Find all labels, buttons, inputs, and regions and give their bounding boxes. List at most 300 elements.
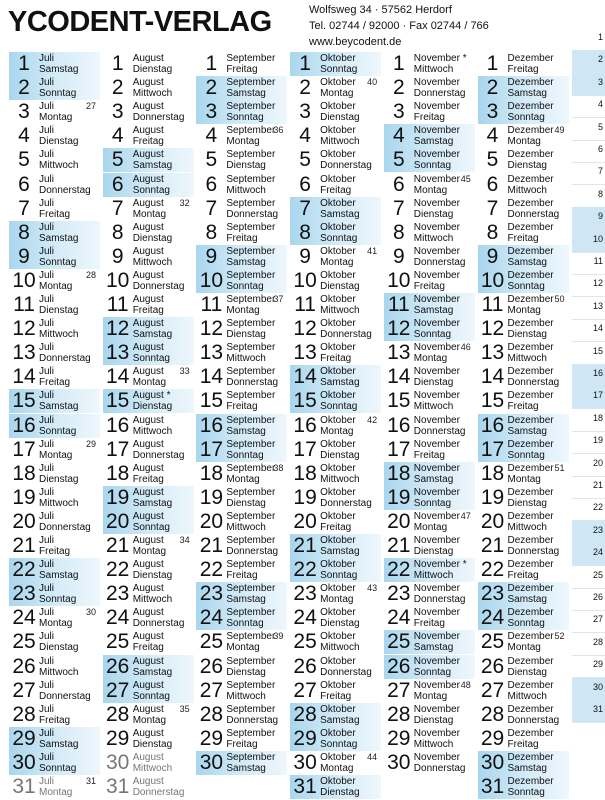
sidebar-day: [572, 230, 605, 253]
day-cell: [384, 727, 475, 751]
month-label: November: [413, 366, 460, 378]
day-cell: [290, 365, 381, 389]
weekday-label: Samstag: [226, 762, 266, 774]
day-number: 24: [387, 606, 411, 630]
day-cell: [478, 655, 569, 679]
day-number: 17: [106, 437, 130, 461]
weekday-label: Montag: [226, 136, 260, 148]
weekday-label: Donnerstag: [132, 280, 185, 292]
day-number: 20: [12, 509, 36, 533]
day-cell: [9, 510, 100, 534]
week-number: 36: [273, 125, 284, 136]
day-cell: [384, 245, 475, 269]
month-label: Dezember: [507, 655, 554, 667]
sidebar-day-number: 7: [597, 166, 603, 177]
weekday-label: Montag: [413, 353, 448, 365]
month-label: Dezember: [507, 607, 554, 619]
sidebar-day: [572, 700, 605, 723]
month-label: September: [226, 390, 276, 402]
day-number: 7: [486, 196, 499, 220]
day-number: 14: [293, 365, 317, 389]
weekday-label: Sonntag: [39, 762, 77, 774]
day-number: 30: [480, 750, 505, 774]
sidebar-day-number: 6: [597, 144, 603, 154]
weekday-label: Mittwoch: [413, 401, 454, 413]
month-label: Oktober: [320, 294, 356, 305]
month-label: Oktober: [320, 318, 356, 330]
weekday-label: Samstag: [507, 594, 547, 606]
sidebar-day-number: 24: [592, 547, 603, 558]
weekday-label: Montag: [413, 184, 448, 196]
month-label: Juli: [39, 77, 55, 89]
day-cell: [384, 558, 475, 582]
month-label: August: [132, 462, 164, 474]
month-label: Juli: [39, 269, 55, 281]
day-cell: [103, 486, 194, 510]
day-number: 27: [387, 678, 411, 702]
day-cell: [478, 245, 569, 269]
day-number: 13: [293, 341, 317, 365]
weekday-label: Montag: [413, 690, 448, 702]
day-number: 11: [294, 293, 316, 316]
day-number: 31: [293, 775, 317, 798]
month-label: November: [413, 342, 460, 354]
day-cell: [196, 703, 287, 727]
day-number: 11: [13, 293, 35, 316]
month-label: November: [413, 125, 460, 137]
sidebar-day: [572, 431, 605, 454]
week-number: 42: [367, 414, 378, 425]
day-cell: [478, 582, 569, 606]
day-cell: [9, 341, 100, 365]
month-label: Dezember: [507, 776, 554, 787]
weekday-label: Dienstag: [226, 329, 266, 341]
month-label: November *: [413, 559, 467, 571]
day-number: 1: [299, 52, 311, 75]
month-label: Dezember: [507, 173, 554, 185]
month-label: September: [226, 221, 276, 233]
weekday-label: Samstag: [132, 497, 173, 509]
day-cell: [384, 606, 475, 630]
day-number: 16: [480, 413, 505, 437]
month-label: Juli: [39, 125, 55, 137]
day-cell: [478, 52, 569, 76]
day-cell: [384, 148, 475, 172]
day-cell: [478, 462, 569, 486]
day-cell: [478, 751, 569, 775]
day-number: 6: [392, 172, 405, 196]
month-label: Dezember: [507, 583, 554, 595]
month-label: September: [226, 53, 276, 64]
day-number: 23: [293, 582, 317, 606]
weekday-label: Dienstag: [413, 546, 454, 557]
day-cell: [9, 582, 100, 606]
month-label: September: [226, 751, 276, 763]
day-cell: [478, 341, 569, 365]
day-cell: [9, 100, 100, 124]
month-label: Dezember: [507, 727, 554, 739]
day-number: 31: [12, 775, 36, 798]
weekday-label: Montag: [39, 449, 73, 461]
weekday-label: Sonntag: [413, 329, 452, 341]
day-number: 9: [299, 244, 311, 268]
month-label: November: [413, 197, 460, 209]
day-cell: [103, 124, 194, 148]
day-cell: [290, 269, 381, 293]
month-label: Oktober: [320, 53, 356, 64]
day-number: 10: [199, 268, 224, 292]
day-cell: [384, 197, 475, 221]
day-cell: [196, 245, 287, 269]
day-number: 18: [106, 461, 130, 485]
sidebar-day-number: 31: [592, 704, 603, 714]
weekday-label: Sonntag: [320, 64, 358, 75]
day-cell: [196, 606, 287, 630]
day-number: 2: [205, 76, 218, 100]
weekday-label: Freitag: [39, 714, 71, 726]
sidebar-day-number: 20: [592, 457, 603, 468]
week-number: 39: [273, 631, 284, 642]
day-cell: [384, 173, 475, 197]
weekday-label: Montag: [39, 787, 73, 798]
month-label: August: [132, 607, 164, 619]
week-number: 41: [367, 245, 378, 256]
day-cell: [384, 293, 475, 317]
day-number: 4: [205, 124, 218, 148]
day-number: 14: [387, 365, 411, 389]
day-cell: [103, 100, 194, 124]
day-cell: [290, 630, 381, 654]
weekday-label: Donnerstag: [226, 377, 279, 389]
sidebar-day: [572, 342, 605, 365]
day-number: 10: [293, 268, 317, 292]
month-label: August: [132, 559, 164, 571]
weekday-label: Donnerstag: [132, 449, 185, 461]
day-cell: [103, 414, 194, 438]
month-label: Juli: [39, 510, 55, 522]
day-number: 12: [293, 317, 317, 341]
day-number: 2: [392, 76, 405, 100]
weekday-label: Mittwoch: [39, 329, 79, 341]
day-number: 12: [199, 317, 224, 341]
day-number: 22: [293, 558, 317, 582]
month-label: November: [413, 390, 460, 402]
weekday-label: Dienstag: [320, 112, 360, 124]
weekday-label: Dienstag: [320, 618, 360, 630]
month-label: August: [132, 631, 164, 643]
day-number: 30: [106, 750, 130, 774]
weekday-label: Sonntag: [132, 521, 170, 533]
day-number: 1: [18, 52, 30, 75]
day-cell: [103, 727, 194, 751]
month-label: August: [132, 269, 164, 281]
day-cell: [384, 679, 475, 703]
day-number: 26: [387, 654, 411, 678]
day-cell: [103, 221, 194, 245]
day-number: 8: [18, 220, 30, 244]
day-cell: [290, 775, 381, 799]
day-cell: [9, 389, 100, 413]
publisher-phone: Tel. 02744 / 92000 · Fax 02744 / 766: [309, 20, 489, 32]
weekday-label: Sonntag: [226, 618, 264, 630]
day-number: 16: [199, 413, 224, 437]
day-number: 9: [392, 244, 405, 268]
day-cell: [9, 197, 100, 221]
day-cell: [9, 438, 100, 462]
weekday-label: Montag: [320, 256, 354, 268]
day-number: 9: [205, 244, 218, 268]
day-cell: [384, 52, 475, 76]
weekday-label: Sonntag: [507, 787, 545, 798]
weekday-label: Donnerstag: [39, 184, 91, 196]
day-number: 22: [480, 558, 505, 582]
weekday-label: Dienstag: [39, 136, 79, 148]
weekday-label: Samstag: [132, 329, 173, 341]
month-label: Dezember: [507, 510, 554, 522]
month-label: November: [413, 221, 460, 233]
weekday-label: Donnerstag: [413, 425, 466, 437]
month-label: September: [226, 438, 276, 450]
day-number: 18: [293, 461, 317, 485]
sidebar-day-number: 27: [592, 614, 603, 625]
week-number: 37: [273, 294, 284, 304]
month-label: September: [226, 583, 276, 595]
day-number: 26: [12, 654, 36, 678]
weekday-label: Mittwoch: [226, 353, 266, 365]
weekday-label: Dienstag: [507, 666, 547, 678]
month-label: November: [413, 318, 460, 330]
day-cell: [290, 341, 381, 365]
week-number: 46: [460, 342, 471, 353]
month-label: Oktober: [320, 366, 356, 378]
weekday-label: Donnerstag: [320, 160, 372, 172]
weekday-label: Mittwoch: [132, 425, 173, 437]
weekday-label: Mittwoch: [320, 136, 360, 148]
day-number: 24: [199, 606, 224, 630]
day-cell: [196, 221, 287, 245]
month-label: Oktober: [320, 197, 356, 209]
sidebar-day: [572, 588, 605, 611]
month-label: November: [413, 751, 460, 763]
weekday-label: Freitag: [226, 401, 258, 413]
weekday-label: Dienstag: [413, 208, 454, 220]
day-cell: [9, 727, 100, 751]
day-number: 27: [12, 678, 36, 702]
month-label: Oktober: [320, 655, 356, 667]
month-label: November *: [413, 53, 467, 64]
month-label: Dezember: [507, 149, 554, 161]
weekday-label: Montag: [507, 642, 541, 654]
month-label: Juli: [39, 390, 55, 402]
day-number: 30: [12, 750, 36, 774]
day-number: 9: [486, 244, 499, 268]
day-number: 18: [199, 461, 224, 485]
day-cell: [478, 727, 569, 751]
day-number: 11: [200, 293, 223, 316]
day-number: 17: [387, 437, 411, 461]
day-cell: [290, 703, 381, 727]
day-number: 21: [387, 534, 411, 557]
month-label: Oktober: [320, 342, 356, 354]
sidebar-day-number: 3: [597, 76, 603, 87]
sidebar-day-number: 16: [592, 368, 603, 378]
week-number: 47: [460, 510, 471, 521]
month-label: August: [132, 535, 164, 546]
month-label: November: [413, 101, 460, 113]
month-label: Dezember: [507, 101, 554, 113]
month-label: August: [132, 149, 164, 161]
month-label: September: [226, 101, 276, 113]
day-number: 29: [106, 726, 130, 750]
weekday-label: Mittwoch: [413, 738, 454, 750]
weekday-label: Sonntag: [507, 449, 545, 461]
month-label: August: [132, 342, 164, 354]
day-number: 16: [106, 413, 130, 437]
sidebar-day-number: 29: [592, 659, 603, 670]
sidebar-day-number: 14: [592, 323, 603, 334]
day-cell: [9, 606, 100, 630]
month-label: September: [226, 462, 276, 474]
sidebar-day-number: 13: [592, 300, 603, 311]
day-cell: [9, 534, 100, 558]
publisher-logo: YCODENT-VERLAG: [8, 6, 272, 38]
day-number: 15: [480, 389, 505, 413]
day-cell: [9, 293, 100, 317]
weekday-label: Samstag: [507, 762, 547, 774]
day-number: 26: [106, 654, 130, 678]
day-cell: [196, 317, 287, 341]
weekday-label: Sonntag: [226, 112, 264, 124]
day-number: 13: [480, 341, 505, 365]
day-cell: [478, 486, 569, 510]
month-label: August: [132, 655, 164, 667]
weekday-label: Mittwoch: [320, 305, 360, 316]
weekday-label: Freitag: [132, 473, 164, 485]
weekday-label: Freitag: [226, 232, 258, 244]
sidebar-day-number: 26: [592, 592, 603, 602]
sidebar-day: [572, 118, 605, 141]
day-number: 4: [486, 124, 499, 148]
month-label: August: [132, 77, 164, 89]
day-cell: [103, 775, 194, 799]
day-number: 25: [293, 630, 317, 654]
day-cell: [290, 221, 381, 245]
weekday-label: Montag: [507, 305, 541, 316]
day-number: 14: [12, 365, 36, 389]
day-number: 14: [480, 365, 505, 389]
day-cell: [196, 389, 287, 413]
weekday-label: Montag: [320, 88, 354, 100]
day-number: 19: [293, 485, 317, 509]
month-label: August: [132, 776, 164, 787]
sidebar-day: [572, 521, 605, 544]
day-number: 3: [205, 100, 218, 124]
day-cell: [478, 293, 569, 317]
month-label: August: [132, 294, 164, 305]
month-label: Dezember: [507, 751, 554, 763]
day-cell: [196, 52, 287, 76]
day-number: 15: [12, 389, 36, 413]
weekday-label: Samstag: [39, 738, 79, 750]
month-label: Juli: [39, 294, 55, 305]
sidebar-day: [572, 498, 605, 521]
weekday-label: Donnerstag: [320, 666, 372, 678]
weekday-label: Mittwoch: [132, 594, 173, 606]
day-number: 23: [387, 582, 411, 606]
day-number: 2: [111, 76, 124, 100]
month-label: November: [413, 77, 460, 89]
month-label: Juli: [39, 727, 55, 739]
day-number: 5: [392, 148, 405, 172]
month-label: November: [413, 703, 460, 715]
weekday-label: Freitag: [413, 112, 445, 124]
day-cell: [9, 486, 100, 510]
month-label: Oktober: [320, 414, 356, 426]
day-cell: [384, 269, 475, 293]
day-number: 11: [387, 293, 410, 316]
day-number: 23: [12, 582, 36, 606]
sidebar-day-number: 30: [592, 681, 603, 692]
month-label: Dezember: [507, 366, 554, 378]
month-label: Oktober: [320, 221, 356, 233]
day-cell: [196, 582, 287, 606]
weekday-label: Freitag: [413, 449, 445, 461]
day-number: 8: [392, 220, 405, 244]
day-number: 7: [392, 196, 405, 220]
day-number: 20: [293, 509, 317, 533]
weekday-label: Donnerstag: [132, 787, 185, 798]
day-cell: [384, 414, 475, 438]
day-number: 25: [199, 630, 224, 654]
day-number: 28: [199, 702, 224, 726]
weekday-label: Freitag: [413, 280, 445, 292]
month-label: August: [132, 318, 164, 330]
weekday-label: Montag: [226, 305, 260, 316]
weekday-label: Donnerstag: [39, 353, 91, 365]
weekday-label: Mittwoch: [39, 160, 79, 172]
day-number: 29: [199, 726, 224, 750]
day-number: 11: [106, 293, 129, 316]
day-number: 3: [392, 100, 405, 124]
weekday-label: Donnerstag: [507, 546, 560, 557]
weekday-label: Sonntag: [39, 256, 77, 268]
publisher-address: Wolfsweg 34 · 57562 Herdorf: [309, 4, 452, 16]
day-cell: [478, 365, 569, 389]
month-label: Dezember: [507, 559, 554, 571]
sidebar-day-number: 12: [592, 278, 603, 289]
weekday-label: Freitag: [507, 738, 539, 750]
month-label: Dezember: [507, 390, 554, 402]
day-cell: [103, 703, 194, 727]
weekday-label: Freitag: [226, 64, 258, 75]
day-number: 3: [299, 100, 311, 124]
month-label: November: [413, 173, 460, 185]
day-cell: [103, 293, 194, 317]
day-cell: [384, 438, 475, 462]
day-number: 28: [293, 702, 317, 726]
day-cell: [196, 630, 287, 654]
day-number: 10: [387, 268, 411, 292]
month-label: Oktober: [320, 390, 356, 402]
month-label: Dezember: [507, 679, 554, 691]
month-label: Juli: [39, 776, 55, 787]
day-number: 14: [106, 365, 130, 389]
sidebar-day-number: 18: [592, 412, 603, 423]
weekday-label: Mittwoch: [507, 521, 547, 533]
day-cell: [290, 52, 381, 76]
day-cell: [290, 558, 381, 582]
month-label: November: [413, 535, 460, 546]
